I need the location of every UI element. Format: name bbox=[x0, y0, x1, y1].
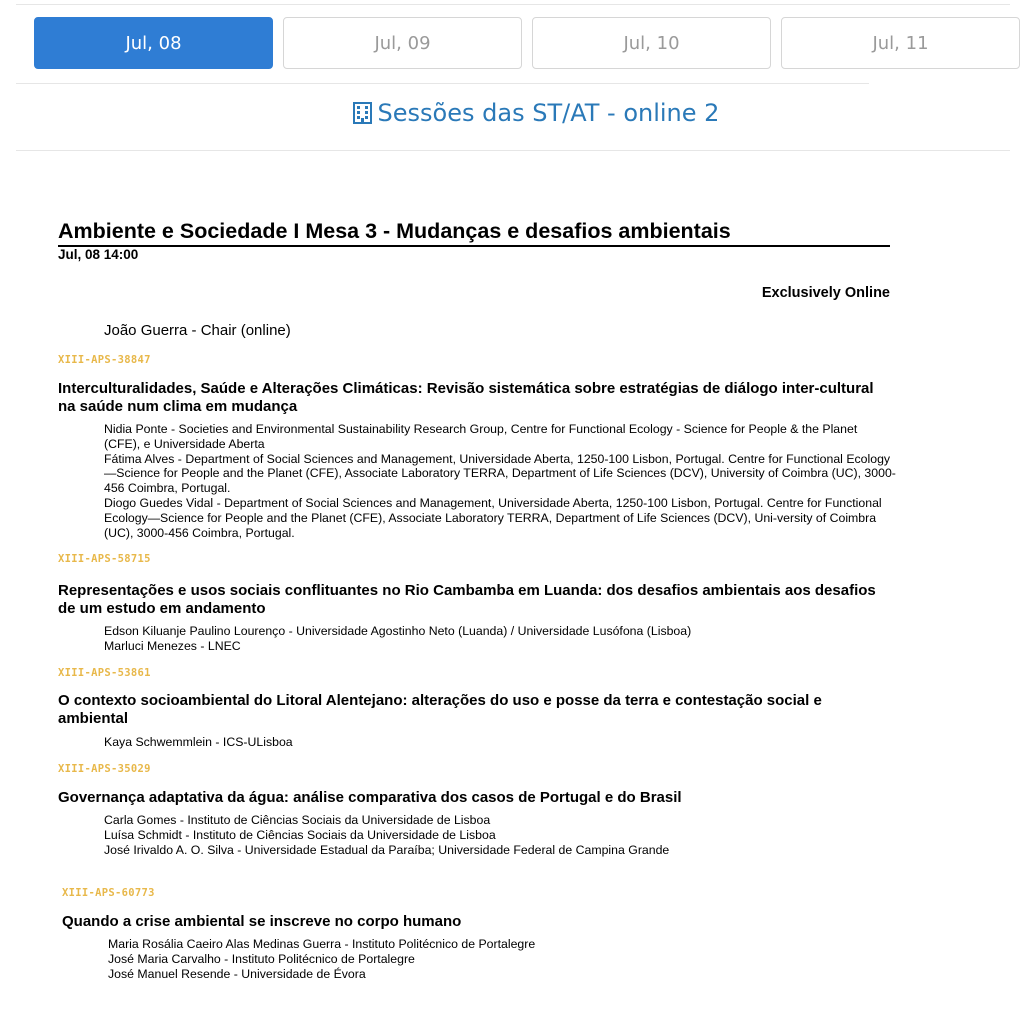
author-line: Maria Rosália Caeiro Alas Medinas Guerra - Instituto Politécnico de Portalegre bbox=[108, 937, 536, 951]
author-line: Carla Gomes - Instituto de Ciências Sociais da Universidade de Lisboa bbox=[104, 813, 491, 827]
paper-authors bbox=[104, 624, 896, 654]
tab-jul-09[interactable]: Jul, 09 bbox=[283, 17, 522, 69]
tabs-divider bbox=[16, 83, 869, 84]
paper-authors bbox=[108, 937, 900, 981]
paper-title: Interculturalidades, Saúde e Alterações Climáticas: Revisão sistemática sobre estratégias de diálogo inter-cultural na saúde num clima em mudança bbox=[58, 380, 874, 415]
paper-authors bbox=[104, 813, 896, 857]
paper-code: XIII-APS-60773 bbox=[62, 887, 155, 899]
paper-authors bbox=[104, 422, 896, 540]
paper-title: Governança adaptativa da água: análise comparativa dos casos de Portugal e do Brasil bbox=[58, 789, 682, 806]
author-line: Kaya Schwemmlein - ICS-ULisboa bbox=[104, 735, 293, 749]
session-title: Ambiente e Sociedade I Mesa 3 - Mudanças e desafios ambientais bbox=[58, 218, 890, 247]
tab-jul-08[interactable]: Jul, 08 bbox=[34, 17, 273, 69]
session-chair: João Guerra - Chair (online) bbox=[104, 322, 291, 339]
author-line: José Manuel Resende - Universidade de Évora bbox=[108, 966, 366, 981]
paper-title: Representações e usos sociais conflituantes no Rio Cambamba em Luanda: dos desafios ambientais aos desafios de um estudo em andamento bbox=[58, 582, 876, 617]
building-icon bbox=[353, 102, 372, 130]
top-divider bbox=[16, 4, 1010, 5]
paper-title: O contexto socioambiental do Litoral Alentejano: alterações do uso e posse da terra e contestação social e ambiental bbox=[58, 692, 822, 727]
author-line: Fátima Alves - Department of Social Sciences and Management, Universidade Aberta, 1250-100 Lisbon, Portugal. Centre for Functional Ecology—Science for People and the Planet (CFE), Associate Laboratory TERRA, Department of Life Sciences (DCV), University of Coimbra (UC), 3000-456 Coimbra, Portugal. bbox=[104, 451, 896, 496]
session-mode: Exclusively Online bbox=[761, 285, 890, 301]
paper-code: XIII-APS-58715 bbox=[58, 553, 151, 565]
room-title: Sessões das ST/AT - online 2 bbox=[377, 99, 720, 127]
paper-code: XIII-APS-53861 bbox=[58, 667, 151, 679]
tab-jul-10[interactable]: Jul, 10 bbox=[532, 17, 771, 69]
paper-code: XIII-APS-38847 bbox=[58, 354, 151, 366]
author-line: Diogo Guedes Vidal - Department of Social Sciences and Management, Universidade Aberta, 1250-100 Lisbon, Portugal. Centre for Functional Ecology—Science for People and the Planet (CFE), Associate Laboratory TERRA, Department of Life Sciences (DCV), Uni-versity of Coimbra (UC), 3000-456 Coimbra, Portugal. bbox=[104, 495, 882, 540]
author-line: José Irivaldo A. O. Silva - Universidade Estadual da Paraíba; Universidade Federal de Campina Grande bbox=[104, 842, 670, 857]
room-divider bbox=[16, 150, 1010, 151]
author-line: Edson Kiluanje Paulino Lourenço - Universidade Agostinho Neto (Luanda) / Universidade Lusófona (Lisboa) bbox=[104, 624, 692, 638]
tab-jul-11[interactable]: Jul, 11 bbox=[781, 17, 1020, 69]
session-datetime: Jul, 08 14:00 bbox=[58, 247, 139, 262]
author-line: Luísa Schmidt - Instituto de Ciências Sociais da Universidade de Lisboa bbox=[104, 827, 496, 842]
paper-authors bbox=[104, 735, 896, 750]
author-line: Marluci Menezes - LNEC bbox=[104, 638, 241, 653]
paper-code: XIII-APS-35029 bbox=[58, 763, 151, 775]
author-line: José Maria Carvalho - Instituto Politécnico de Portalegre bbox=[108, 951, 415, 966]
date-tabs bbox=[34, 17, 1024, 69]
paper-title: Quando a crise ambiental se inscreve no corpo humano bbox=[62, 913, 462, 930]
room-header bbox=[0, 99, 1024, 130]
author-line: Nidia Ponte - Societies and Environmental Sustainability Research Group, Centre for Functional Ecology - Science for People & the Planet (CFE), e Universidade Aberta bbox=[104, 422, 858, 451]
